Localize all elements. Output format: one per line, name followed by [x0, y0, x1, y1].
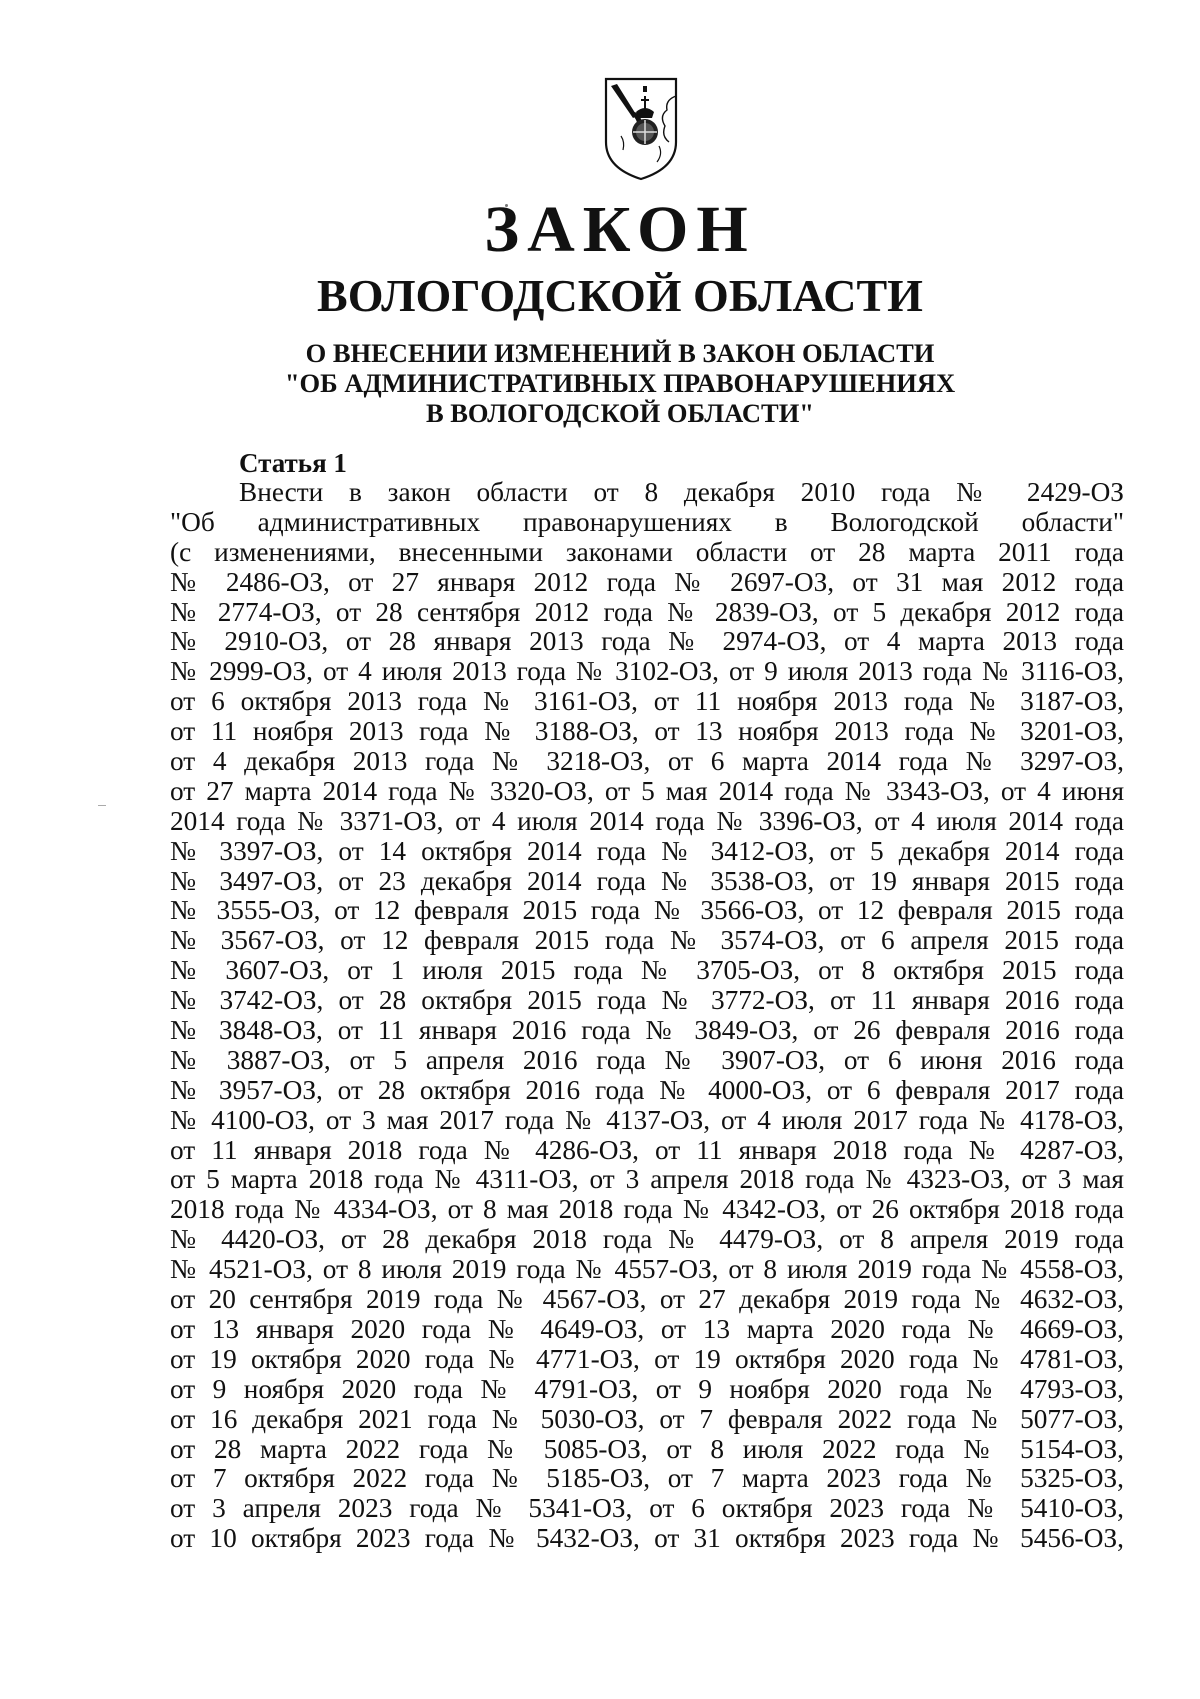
- body-line: № 3887-ОЗ, от 5 апреля 2016 года № 3907-ОЗ, от 6 июня 2016 года: [170, 1044, 1124, 1075]
- body-line: от 7 октября 2022 года № 5185-ОЗ, от 7 марта 2023 года № 5325-ОЗ,: [170, 1463, 1124, 1494]
- heading-line: В ВОЛОГОДСКОЙ ОБЛАСТИ": [425, 398, 815, 428]
- body-line: № 3957-ОЗ, от 28 октября 2016 года № 4000-ОЗ, от 6 февраля 2017 года: [170, 1074, 1124, 1105]
- body-line: № 4100-ОЗ, от 3 мая 2017 года № 4137-ОЗ, от 4 июля 2017 года № 4178-ОЗ,: [170, 1104, 1124, 1135]
- body-line: от 19 октября 2020 года № 4771-ОЗ, от 19 октября 2020 года № 4781-ОЗ,: [170, 1343, 1124, 1374]
- law-heading: [0, 338, 1200, 428]
- heading-line: "ОБ АДМИНИСТРАТИВНЫХ ПРАВОНАРУШЕНИЯХ: [284, 368, 956, 398]
- body-line: от 3 апреля 2023 года № 5341-ОЗ, от 6 октября 2023 года № 5410-ОЗ,: [170, 1493, 1124, 1524]
- body-line: № 4420-ОЗ, от 28 декабря 2018 года № 4479-ОЗ, от 8 апреля 2019 года: [170, 1224, 1124, 1255]
- body-line: № 3497-ОЗ, от 23 декабря 2014 года № 3538-ОЗ, от 19 января 2015 года: [170, 865, 1124, 896]
- article-title: Статья 1: [239, 448, 347, 478]
- body-line: № 3607-ОЗ, от 1 июля 2015 года № 3705-ОЗ, от 8 октября 2015 года: [170, 955, 1124, 986]
- body-line: от 5 марта 2018 года № 4311-ОЗ, от 3 апреля 2018 года № 4323-ОЗ, от 3 мая: [170, 1164, 1124, 1195]
- body-line: № 3397-ОЗ, от 14 октября 2014 года № 3412-ОЗ, от 5 декабря 2014 года: [170, 835, 1124, 866]
- body-line: № 4521-ОЗ, от 8 июля 2019 года № 4557-ОЗ, от 8 июля 2019 года № 4558-ОЗ,: [170, 1254, 1124, 1285]
- body-line: № 2910-ОЗ, от 28 января 2013 года № 2974-ОЗ, от 4 марта 2013 года: [170, 626, 1124, 657]
- body-line: от 4 декабря 2013 года № 3218-ОЗ, от 6 марта 2014 года № 3297-ОЗ,: [170, 746, 1124, 777]
- body-line: № 3555-ОЗ, от 12 февраля 2015 года № 3566-ОЗ, от 12 февраля 2015 года: [170, 895, 1124, 926]
- body-line: № 3567-ОЗ, от 12 февраля 2015 года № 3574-ОЗ, от 6 апреля 2015 года: [170, 925, 1124, 956]
- body-line: № 3742-ОЗ, от 28 октября 2015 года № 3772-ОЗ, от 11 января 2016 года: [170, 985, 1124, 1016]
- body-line: 2018 года № 4334-ОЗ, от 8 мая 2018 года № 4342-ОЗ, от 26 октября 2018 года: [170, 1194, 1124, 1225]
- document-title: ЗАКОН: [484, 193, 756, 266]
- body-line: № 3848-ОЗ, от 11 января 2016 года № 3849-ОЗ, от 26 февраля 2016 года: [170, 1015, 1124, 1046]
- article-body: [170, 478, 1124, 1554]
- body-line: Внести в закон области от 8 декабря 2010 года № 2429-ОЗ: [239, 477, 1124, 507]
- body-line: № 2774-ОЗ, от 28 сентября 2012 года № 2839-ОЗ, от 5 декабря 2012 года: [170, 596, 1124, 627]
- body-line: от 10 октября 2023 года № 5432-ОЗ, от 31 октября 2023 года № 5456-ОЗ,: [170, 1523, 1124, 1554]
- coat-of-arms-icon: [603, 76, 679, 182]
- body-line: № 2999-ОЗ, от 4 июля 2013 года № 3102-ОЗ, от 9 июля 2013 года № 3116-ОЗ,: [170, 656, 1124, 687]
- scan-mark: [98, 805, 106, 806]
- body-line: от 11 января 2018 года № 4286-ОЗ, от 11 января 2018 года № 4287-ОЗ,: [170, 1134, 1124, 1165]
- body-line: от 28 марта 2022 года № 5085-ОЗ, от 8 июля 2022 года № 5154-ОЗ,: [170, 1433, 1124, 1464]
- body-line: "Об административных правонарушениях в Вологодской области": [170, 506, 1124, 537]
- document-subtitle: ВОЛОГОДСКОЙ ОБЛАСТИ: [317, 270, 923, 321]
- body-line: от 27 марта 2014 года № 3320-ОЗ, от 5 мая 2014 года № 3343-ОЗ, от 4 июня: [170, 775, 1124, 806]
- body-line: от 13 января 2020 года № 4649-ОЗ, от 13 марта 2020 года № 4669-ОЗ,: [170, 1313, 1124, 1344]
- body-line: от 9 ноября 2020 года № 4791-ОЗ, от 9 ноября 2020 года № 4793-ОЗ,: [170, 1373, 1124, 1404]
- body-line: от 11 ноября 2013 года № 3188-ОЗ, от 13 ноября 2013 года № 3201-ОЗ,: [170, 716, 1124, 747]
- body-line: от 6 октября 2013 года № 3161-ОЗ, от 11 ноября 2013 года № 3187-ОЗ,: [170, 686, 1124, 717]
- heading-line: О ВНЕСЕНИИ ИЗМЕНЕНИЙ В ЗАКОН ОБЛАСТИ: [305, 338, 935, 368]
- body-line: от 20 сентября 2019 года № 4567-ОЗ, от 27 декабря 2019 года № 4632-ОЗ,: [170, 1284, 1124, 1315]
- body-line: № 2486-ОЗ, от 27 января 2012 года № 2697-ОЗ, от 31 мая 2012 года: [170, 566, 1124, 597]
- body-line: 2014 года № 3371-ОЗ, от 4 июля 2014 года № 3396-ОЗ, от 4 июля 2014 года: [170, 805, 1124, 836]
- body-line: от 16 декабря 2021 года № 5030-ОЗ, от 7 февраля 2022 года № 5077-ОЗ,: [170, 1403, 1124, 1434]
- body-line: (с изменениями, внесенными законами области от 28 марта 2011 года: [170, 536, 1124, 567]
